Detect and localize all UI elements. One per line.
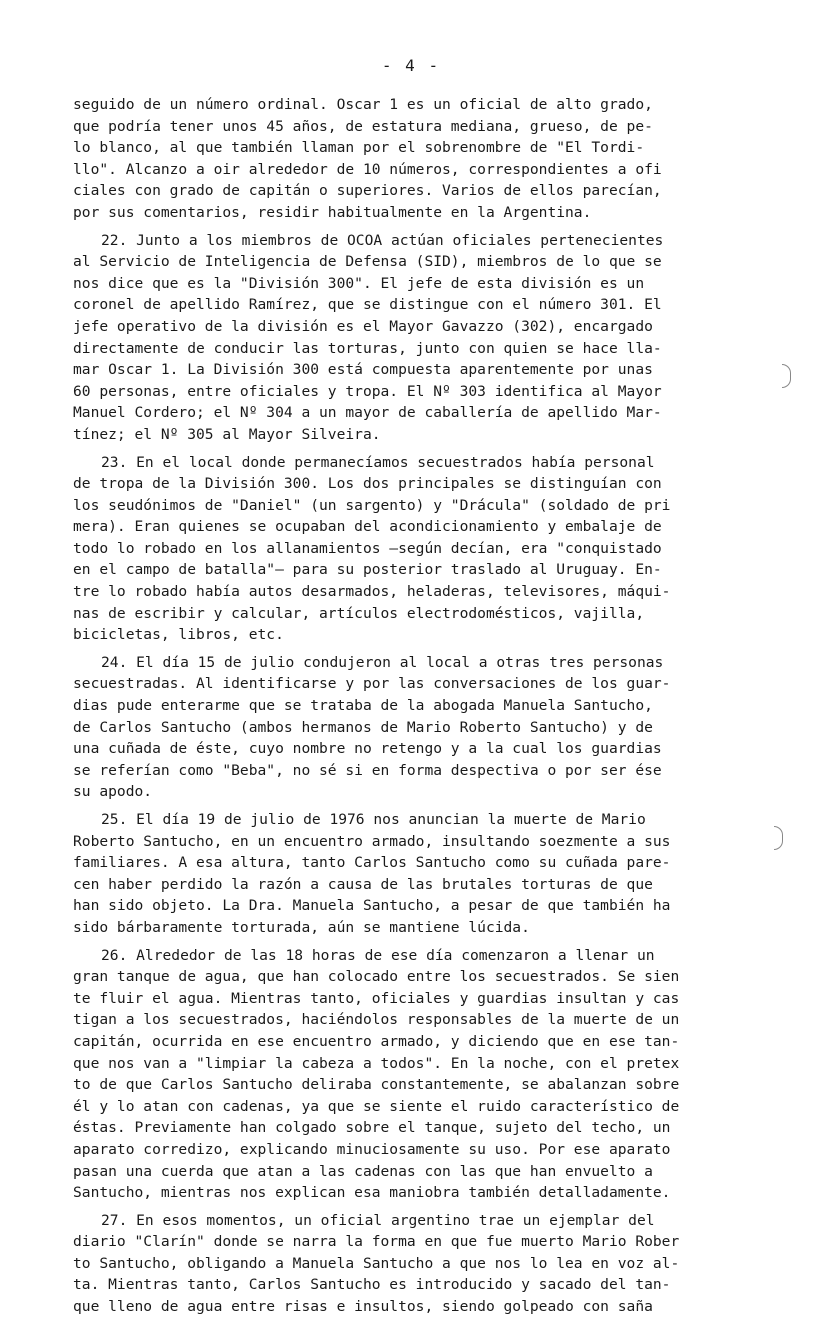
margin-bracket-mark	[782, 364, 791, 388]
text-line: tigan a los secuestrados, haciéndolos responsables de la muerte de un	[73, 1011, 680, 1029]
text-line: ta. Mientras tanto, Carlos Santucho es introducido y sacado del tan-	[73, 1276, 671, 1294]
text-line: han sido objeto. La Dra. Manuela Santucho, a pesar de que también ha	[73, 897, 671, 915]
text-line: directamente de conducir las torturas, junto con quien se hace lla-	[73, 339, 662, 357]
paragraph-27	[73, 1210, 763, 1318]
text-line: su apodo.	[73, 783, 153, 801]
paragraph-25	[73, 809, 763, 939]
text-line: todo lo robado en los allanamientos —según decían, era "conquistado	[73, 539, 662, 557]
text-line: te fluir el agua. Mientras tanto, oficiales y guardias insultan y cas	[73, 989, 680, 1007]
text-line: seguido de un número ordinal. Oscar 1 es un oficial de alto grado,	[73, 96, 653, 113]
paragraph-24	[73, 652, 763, 803]
text-line: capitán, ocurrida en ese encuentro armado, y diciendo que en ese tan-	[73, 1032, 680, 1050]
text-line: 22. Junto a los miembros de OCOA actúan oficiales pertenecientes	[101, 231, 664, 249]
text-line: coronel de apellido Ramírez, que se distingue con el número 301. El	[73, 296, 662, 314]
text-line: él y lo atan con cadenas, ya que se siente el ruido característico de	[73, 1097, 680, 1115]
text-line: dias pude enterarme que se trataba de la abogada Manuela Santucho,	[73, 697, 653, 715]
text-line: tínez; el Nº 305 al Mayor Silveira.	[73, 425, 381, 443]
paragraph-26	[73, 945, 763, 1204]
text-line: al Servicio de Inteligencia de Defensa (SID), miembros de lo que se	[73, 253, 662, 271]
text-line: familiares. A esa altura, tanto Carlos Santucho como su cuñada pare-	[73, 854, 671, 872]
text-line: nas de escribir y calcular, artículos electrodomésticos, vajilla,	[73, 604, 645, 622]
paragraph-23	[73, 452, 763, 646]
text-line: una cuñada de éste, cuyo nombre no retengo y a la cual los guardias	[73, 740, 662, 758]
text-line: ciales con grado de capitán o superiores. Varios de ellos parecían,	[73, 182, 662, 200]
text-line: 60 personas, entre oficiales y tropa. El Nº 303 identifica al Mayor	[73, 382, 662, 400]
text-line: se referían como "Beba", no sé si en forma despectiva o por ser ése	[73, 761, 662, 779]
text-line: diario "Clarín" donde se narra la forma en que fue muerto Mario Rober	[73, 1233, 680, 1251]
text-line: los seudónimos de "Daniel" (un sargento) y "Drácula" (soldado de pri	[73, 496, 671, 514]
text-line: de tropa de la División 300. Los dos principales se distinguían con	[73, 475, 662, 493]
text-line: que nos van a "limpiar la cabeza a todos". En la noche, con el pretex	[73, 1054, 680, 1072]
paragraph-22	[73, 230, 763, 446]
text-line: secuestradas. Al identificarse y por las conversaciones de los guar-	[73, 675, 671, 693]
text-line: Santucho, mientras nos explican esa maniobra también detalladamente.	[73, 1184, 671, 1202]
text-line: sido bárbaramente torturada, aún se mantiene lúcida.	[73, 918, 530, 936]
text-line: mera). Eran quienes se ocupaban del acondicionamiento y embalaje de	[73, 518, 662, 536]
text-line: cen haber perdido la razón a causa de las brutales torturas de que	[73, 875, 653, 893]
text-line: de Carlos Santucho (ambos hermanos de Mario Roberto Santucho) y de	[73, 718, 653, 736]
text-line: por sus comentarios, residir habitualmente en la Argentina.	[73, 203, 592, 221]
text-line: lo blanco, al que también llaman por el sobrenombre de "El Tordi-	[73, 139, 645, 157]
text-line: to de que Carlos Santucho deliraba constantemente, se abalanzan sobre	[73, 1076, 680, 1094]
text-line: bicicletas, libros, etc.	[73, 626, 284, 644]
text-line: Manuel Cordero; el Nº 304 a un mayor de caballería de apellido Mar-	[73, 404, 662, 422]
margin-bracket-mark	[774, 826, 783, 850]
text-line: jefe operativo de la división es el Mayor Gavazzo (302), encargado	[73, 317, 653, 335]
document-body	[73, 94, 763, 1324]
text-line: 24. El día 15 de julio condujeron al local a otras tres personas	[101, 653, 664, 671]
text-line: tre lo robado había autos desarmados, heladeras, televisores, máqui-	[73, 583, 671, 601]
text-line: éstas. Previamente han colgado sobre el tanque, sujeto del techo, un	[73, 1119, 671, 1137]
text-line: 27. En esos momentos, un oficial argentino trae un ejemplar del	[101, 1211, 655, 1229]
text-line: 25. El día 19 de julio de 1976 nos anuncian la muerte de Mario	[101, 811, 646, 828]
text-line: en el campo de batalla"— para su posterior traslado al Uruguay. En-	[73, 561, 662, 579]
text-line: to Santucho, obligando a Manuela Santucho a que nos lo lea en voz al-	[73, 1254, 680, 1272]
text-line: llo". Alcanzo a oir alrededor de 10 números, correspondientes a ofi	[73, 160, 662, 178]
text-line: que podría tener unos 45 años, de estatura mediana, grueso, de pe-	[73, 117, 653, 135]
text-line: gran tanque de agua, que han colocado entre los secuestrados. Se sien	[73, 968, 680, 986]
text-line: 23. En el local donde permanecíamos secuestrados había personal	[101, 453, 655, 471]
text-line: aparato corredizo, explicando minuciosamente su uso. Por ese aparato	[73, 1140, 671, 1158]
text-line: 26. Alrededor de las 18 horas de ese día comenzaron a llenar un	[101, 946, 655, 964]
text-line: Roberto Santucho, en un encuentro armado, insultando soezmente a sus	[73, 832, 671, 850]
text-line: mar Oscar 1. La División 300 está compuesta aparentemente por unas	[73, 361, 653, 379]
text-line: pasan una cuerda que atan a las cadenas con las que han envuelto a	[73, 1162, 653, 1180]
text-line: nos dice que es la "División 300". El jefe de esta división es un	[73, 274, 645, 292]
page-number: - 4 -	[381, 56, 441, 75]
text-line: que lleno de agua entre risas e insultos, siendo golpeado con saña	[73, 1298, 653, 1316]
paragraph-continuation	[73, 94, 763, 224]
